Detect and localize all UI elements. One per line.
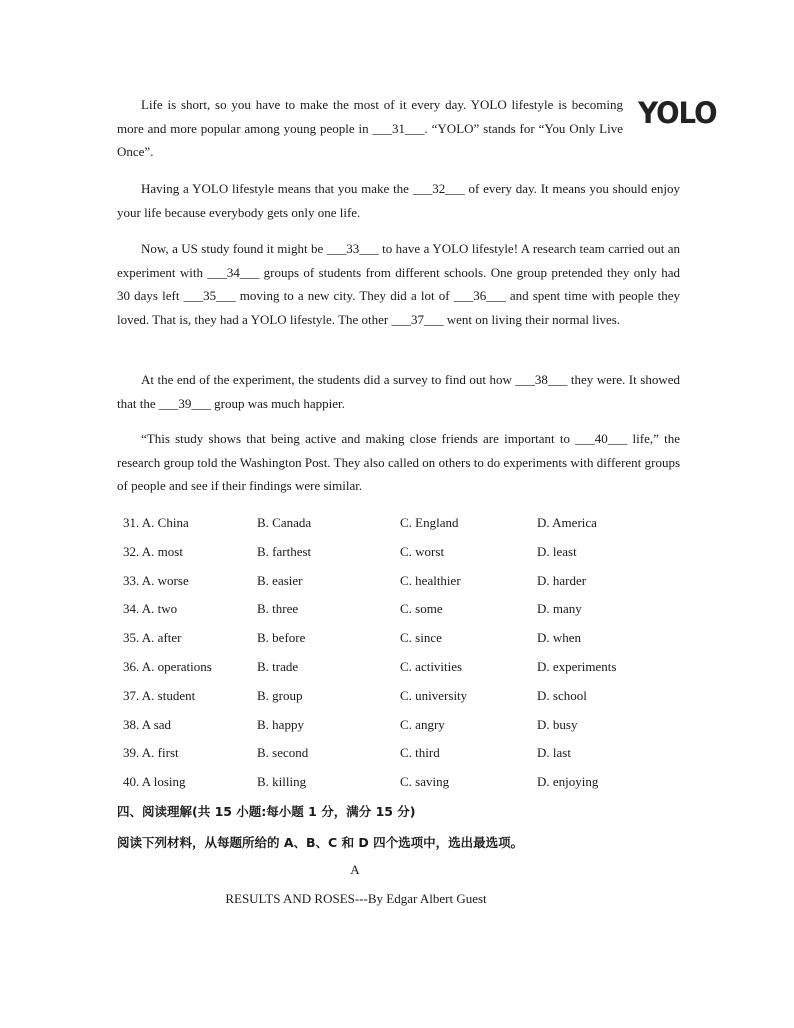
paragraph-2: [117, 177, 680, 224]
option-33-d: D. harder: [537, 572, 587, 588]
option-37-a: 37. A. student: [123, 687, 196, 703]
option-38-a: 38. A sad: [123, 716, 172, 732]
option-35-d: D. when: [537, 630, 582, 646]
option-32-b: B. farthest: [257, 543, 312, 559]
section-heading: 四、阅读理解(共 15 小题:每小题 1 分，满分 15 分): [117, 804, 416, 819]
passage-letter: A: [350, 862, 360, 877]
paragraph-1: [117, 93, 623, 164]
blank-38: ___38___: [515, 372, 568, 387]
option-39-b: B. second: [257, 745, 309, 761]
answer-options-table: [123, 511, 683, 799]
option-32-a: 32. A. most: [123, 543, 183, 559]
option-34-b: B. three: [257, 601, 299, 617]
option-31-c: C. England: [400, 515, 459, 530]
reading-instruction: 阅读下列材料，从每题所给的 A、B、C 和 D 四个选项中，选出最选项。: [117, 835, 524, 850]
option-32-c: C. worst: [400, 543, 445, 559]
passage-title: RESULTS AND ROSES---By Edgar Albert Guest: [225, 891, 487, 906]
option-40-d: D. enjoying: [537, 774, 599, 790]
blank-31: ___31___: [372, 120, 425, 136]
option-36-b: B. trade: [257, 658, 299, 674]
paragraph-5: [117, 427, 680, 498]
option-40-b: B. killing: [257, 774, 307, 790]
option-36-c: C. activities: [400, 658, 463, 674]
paragraph-text: life,” the research group told the Washington Post. They also called on others to do experiments with different groups of people and see if their findings were similar.: [117, 431, 680, 493]
option-row-32: [123, 540, 683, 569]
paragraph-text: went on living their normal lives.: [443, 311, 621, 327]
option-35-b: B. before: [257, 630, 306, 646]
blank-37: ___37___: [391, 311, 444, 327]
option-row-37: [123, 684, 683, 713]
option-row-39: [123, 741, 683, 770]
option-39-c: C. third: [400, 745, 440, 761]
paragraph-text: groups of students from different schools. One group pretended they only had 30 days left: [117, 264, 680, 303]
blank-36: ___36___: [453, 288, 506, 303]
option-38-d: D. busy: [537, 716, 578, 732]
paragraph-text: and spent time with people they loved. That is, they had a YOLO lifestyle. The other: [117, 288, 681, 327]
option-37-d: D. school: [537, 687, 587, 703]
blank-39: ___39___: [158, 395, 211, 411]
blank-35: ___35___: [183, 288, 236, 303]
option-row-35: [123, 626, 683, 655]
option-33-a: 33. A. worse: [123, 572, 189, 588]
option-39-d: D. last: [537, 745, 571, 761]
paragraph-text: . “YOLO” stands for “You Only Live Once”.: [117, 120, 623, 159]
option-row-34: [123, 597, 683, 626]
option-40-a: 40. A losing: [123, 774, 186, 790]
option-39-a: 39. A. first: [123, 745, 179, 761]
option-31-b: B. Canada: [257, 515, 312, 530]
paragraph-text: “This study shows that being active and making close friends are important to: [141, 431, 576, 446]
option-row-40: [123, 770, 683, 799]
paragraph-text: moving to a new city. They did a lot of: [235, 288, 454, 303]
paragraph-text: Life is short, so you have to make the most of it every day. YOLO lifestyle is becoming more and more popular among young people in: [117, 97, 623, 136]
blank-32: ___32___: [412, 181, 465, 196]
paragraph-3: [117, 237, 680, 331]
paragraph-text: group was much happier.: [210, 395, 345, 411]
option-31-a: 31. A. China: [123, 515, 189, 530]
blank-40: ___40___: [575, 431, 628, 446]
paragraph-text: Now, a US study found it might be: [141, 241, 327, 256]
option-row-38: [123, 713, 683, 742]
option-33-c: C. healthier: [400, 572, 461, 588]
option-37-b: B. group: [257, 687, 303, 703]
paragraph-text: Having a YOLO lifestyle means that you make the: [141, 181, 413, 196]
option-31-d: D. America: [537, 515, 597, 530]
yolo-logo: YOLO: [638, 96, 717, 130]
option-row-36: [123, 655, 683, 684]
option-34-c: C. some: [400, 601, 443, 617]
option-35-c: C. since: [400, 630, 442, 646]
option-36-a: 36. A. operations: [123, 658, 212, 674]
option-row-33: [123, 569, 683, 598]
option-34-a: 34. A. two: [123, 601, 178, 617]
option-37-c: C. university: [400, 687, 468, 703]
blank-34: ___34___: [207, 264, 260, 280]
paragraph-text: of every day. It means you should enjoy your life because everybody gets only one life.: [117, 181, 680, 220]
option-32-d: D. least: [537, 543, 577, 559]
paragraph-text: At the end of the experiment, the students did a survey to find out how: [141, 372, 516, 387]
option-38-c: C. angry: [400, 716, 445, 732]
option-34-d: D. many: [537, 601, 582, 617]
option-row-31: [123, 511, 683, 540]
option-35-a: 35. A. after: [123, 630, 182, 646]
paragraph-text: they were. It showed that the: [117, 372, 680, 411]
paragraph-4: [117, 368, 680, 415]
paragraph-text: to have a YOLO lifestyle! A research team carried out an experiment with: [117, 241, 680, 280]
option-40-c: C. saving: [400, 774, 450, 790]
option-33-b: B. easier: [257, 572, 303, 588]
option-36-d: D. experiments: [537, 658, 617, 674]
blank-33: ___33___: [326, 241, 379, 256]
option-38-b: B. happy: [257, 716, 304, 732]
